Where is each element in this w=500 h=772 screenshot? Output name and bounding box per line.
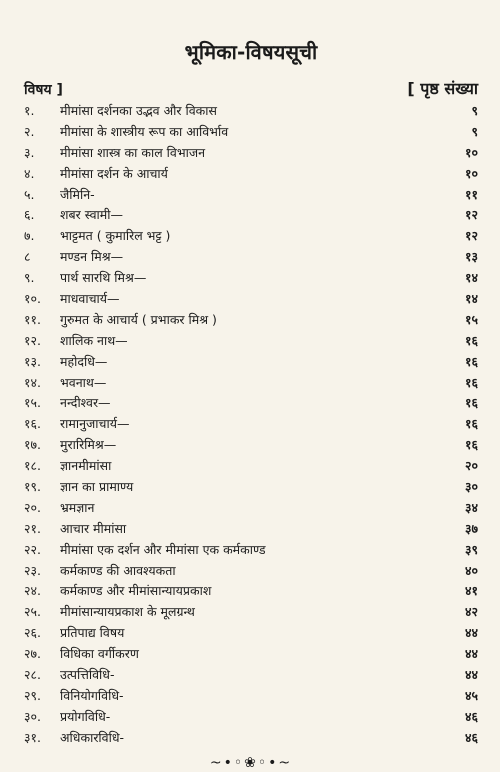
- entry-number: ४.: [24, 165, 35, 181]
- toc-entry: [24, 247, 478, 268]
- entry-page-number: १६: [464, 437, 478, 453]
- entry-page-number: ४२: [464, 604, 478, 620]
- entry-number: २८.: [24, 667, 41, 683]
- entry-title: भाट्टमत ( कुमारिल भट्ट ): [60, 228, 171, 244]
- entry-page-number: ३०: [464, 479, 478, 495]
- toc-entry: [24, 373, 478, 394]
- entry-number: ११.: [24, 311, 41, 327]
- entry-title: भ्रमज्ञान: [60, 499, 95, 515]
- toc-entry: [24, 728, 478, 749]
- entry-number: २४.: [24, 583, 41, 599]
- entry-title: माधवाचार्य—: [60, 291, 120, 307]
- entry-title: मीमांसा शास्त्र का काल विभाजन: [60, 144, 206, 160]
- entry-page-number: ४४: [464, 646, 478, 662]
- entry-page-number: १५: [464, 311, 478, 327]
- entry-number: १६.: [24, 416, 41, 432]
- toc-entry: [24, 185, 478, 206]
- entry-number: ८: [24, 249, 31, 265]
- entry-title: मुरारिमिश्र—: [60, 437, 117, 453]
- entry-title: नन्दीश्वर—: [60, 395, 111, 411]
- entry-number: ३.: [24, 144, 35, 160]
- toc-entry: [24, 414, 478, 435]
- entry-page-number: ३९: [464, 541, 478, 557]
- entry-title: अधिकारविधि-: [60, 729, 125, 745]
- entry-number: ३१.: [24, 729, 41, 745]
- entry-number: १३.: [24, 353, 41, 369]
- toc-entry: [24, 101, 478, 122]
- toc-entry: [24, 581, 478, 602]
- entry-title: ज्ञानमीमांसा: [60, 458, 112, 474]
- toc-entry: [24, 561, 478, 582]
- entry-number: १४.: [24, 374, 41, 390]
- entry-page-number: ३७: [464, 520, 478, 536]
- entry-title: विनियोगविधि-: [60, 687, 124, 703]
- page-number-column-header: [ पृष्ठ संख्या: [407, 79, 478, 98]
- entry-page-number: ४६: [464, 708, 478, 724]
- entry-number: २९.: [24, 687, 41, 703]
- toc-entry: [24, 122, 478, 143]
- entry-page-number: २०: [464, 458, 478, 474]
- subject-column-header: विषय ]: [24, 82, 63, 98]
- entry-number: १.: [24, 103, 35, 118]
- toc-entry: [24, 456, 478, 477]
- entry-number: २६.: [24, 625, 41, 641]
- entry-number: १२.: [24, 332, 41, 348]
- entry-page-number: १६: [464, 395, 478, 411]
- toc-entry: [24, 435, 478, 456]
- toc-entry: [24, 498, 478, 519]
- entry-number: २१.: [24, 520, 41, 536]
- entry-number: २३.: [24, 562, 41, 578]
- toc-entry: [24, 226, 478, 247]
- entry-page-number: १६: [464, 353, 478, 369]
- entry-page-number: ११: [464, 186, 478, 202]
- toc-entry: [24, 707, 478, 728]
- entry-number: ६.: [24, 207, 35, 223]
- entry-title: भवनाथ—: [60, 374, 107, 390]
- entry-number: १८.: [24, 458, 41, 474]
- entry-number: २२.: [24, 541, 41, 557]
- toc-entry: [24, 644, 478, 665]
- entry-number: २५.: [24, 604, 41, 620]
- toc-entry: [24, 477, 478, 498]
- toc-entry: [24, 268, 478, 289]
- entry-title: शालिक नाथ—: [60, 332, 128, 348]
- entry-page-number: ४६: [464, 729, 478, 745]
- entry-title: पार्थ सारथि मिश्र—: [60, 270, 147, 286]
- toc-entry: [24, 143, 478, 164]
- entry-number: १७.: [24, 437, 41, 453]
- entry-number: २७.: [24, 646, 41, 662]
- entry-page-number: ४४: [464, 625, 478, 641]
- end-ornament: ~•◦❀◦•~: [209, 754, 293, 771]
- entry-title: गुरुमत के आचार्य ( प्रभाकर मिश्र ): [60, 311, 217, 327]
- entry-page-number: ४१: [464, 583, 478, 599]
- entry-title: रामानुजाचार्य—: [60, 416, 130, 432]
- page-title: भूमिका-विषयसूची: [184, 40, 318, 64]
- entry-title: ज्ञान का प्रामाण्य: [60, 479, 134, 495]
- entry-number: २०.: [24, 499, 41, 515]
- entry-page-number: ३४: [464, 499, 478, 515]
- entry-title: शबर स्वामी—: [60, 207, 123, 223]
- entry-title: प्रतिपाद्य विषय: [60, 625, 125, 641]
- entry-number: १९.: [24, 479, 41, 495]
- entry-page-number: १६: [464, 332, 478, 348]
- entry-title: मीमांसा दर्शनका उद्भव और विकास: [60, 103, 217, 118]
- entry-page-number: १४: [464, 291, 478, 307]
- toc-entry: [24, 686, 478, 707]
- toc-entry: [24, 540, 478, 561]
- entry-title: महोदधि—: [60, 353, 108, 369]
- toc-entry: [24, 289, 478, 310]
- entry-page-number: ४४: [464, 667, 478, 683]
- toc-entry: [24, 602, 478, 623]
- toc-entry: [24, 352, 478, 373]
- toc-entry: [24, 665, 478, 686]
- entry-title: जैमिनि-: [60, 186, 95, 202]
- entry-title: प्रयोगविधि-: [60, 708, 111, 724]
- entry-number: ९.: [24, 270, 35, 286]
- toc-entry: [24, 519, 478, 540]
- entry-title: मीमांसा दर्शन के आचार्य: [60, 165, 168, 181]
- entry-page-number: १२: [464, 228, 478, 244]
- entry-title: मीमांसा एक दर्शन और मीमांसा एक कर्मकाण्ड: [60, 541, 266, 557]
- entry-page-number: १२: [464, 207, 478, 223]
- entry-page-number: १३: [464, 249, 478, 265]
- entry-page-number: १६: [464, 374, 478, 390]
- entry-page-number: १०: [464, 144, 478, 160]
- entry-number: ५.: [24, 186, 35, 202]
- entry-title: उत्पत्तिविधि-: [60, 667, 115, 683]
- entry-page-number: १६: [464, 416, 478, 432]
- entry-page-number: ४०: [464, 562, 478, 578]
- table-of-contents: [24, 101, 478, 749]
- entry-page-number: १०: [464, 165, 478, 181]
- toc-entry: [24, 331, 478, 352]
- entry-number: १५.: [24, 395, 41, 411]
- toc-entry: [24, 310, 478, 331]
- entry-title: आचार मीमांसा: [60, 520, 127, 536]
- column-header-row: [24, 77, 478, 99]
- toc-entry: [24, 623, 478, 644]
- entry-number: २.: [24, 123, 35, 139]
- entry-page-number: ९: [471, 123, 478, 139]
- entry-page-number: ४५: [464, 687, 478, 703]
- entry-title: कर्मकाण्ड की आवश्यकता: [60, 562, 176, 578]
- entry-number: ३०.: [24, 708, 41, 724]
- entry-title: मीमांसान्यायप्रकाश के मूलग्रन्थ: [60, 604, 195, 620]
- toc-entry: [24, 393, 478, 414]
- toc-entry: [24, 164, 478, 185]
- entry-title: कर्मकाण्ड और मीमांसान्यायप्रकाश: [60, 583, 212, 599]
- entry-number: १०.: [24, 291, 41, 307]
- entry-title: मीमांसा के शास्त्रीय रूप का आविर्भाव: [60, 123, 229, 139]
- entry-page-number: १४: [464, 270, 478, 286]
- entry-title: मण्डन मिश्र—: [60, 249, 124, 265]
- entry-number: ७.: [24, 228, 35, 244]
- entry-title: विधिका वर्गीकरण: [60, 646, 139, 662]
- entry-page-number: ९: [471, 103, 478, 118]
- toc-entry: [24, 205, 478, 226]
